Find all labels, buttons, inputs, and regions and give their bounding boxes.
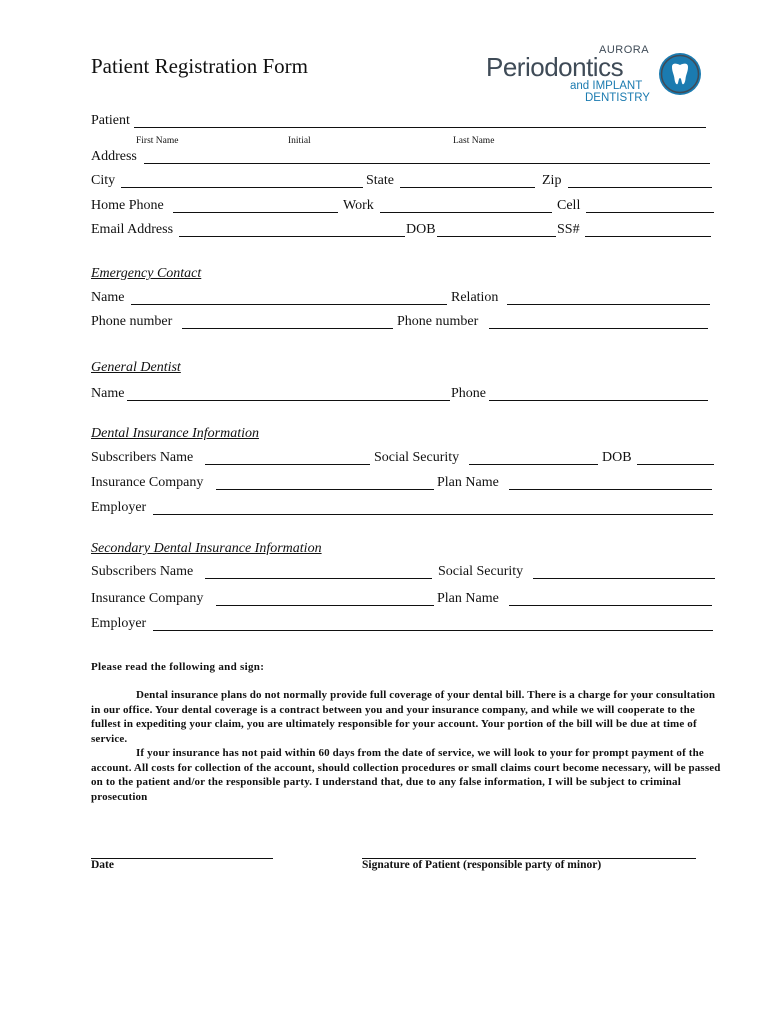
emergency-phone-label-2: Phone number (397, 314, 479, 329)
dental-insurance-heading: Dental Insurance Information (91, 426, 259, 441)
address-label: Address (91, 149, 137, 164)
secondary-employer-label: Employer (91, 616, 147, 631)
cell-phone-field[interactable] (586, 198, 714, 213)
patient-name-field[interactable] (134, 113, 706, 128)
home-phone-field[interactable] (173, 198, 338, 213)
logo-line-dentistry: DENTISTRY (585, 92, 650, 104)
plan-name-label: Plan Name (437, 475, 499, 490)
general-dentist-heading: General Dentist (91, 360, 181, 375)
emergency-name-field[interactable] (131, 290, 447, 305)
address-field[interactable] (144, 149, 710, 164)
state-label: State (366, 173, 394, 188)
secondary-company-label: Insurance Company (91, 591, 204, 606)
insurance-dob-label: DOB (602, 450, 632, 465)
first-name-caption: First Name (136, 136, 179, 146)
notice-paragraph-1: Dental insurance plans do not normally provide full coverage of your dental bill. There is a charge for your consultation in our office. Your dental coverage is a contract between you and your insurance company, and while we will cooperate to the fullest in expediting your claim, you are ultimately responsible for your account. Your portion of the bill will be due at time of service. (91, 689, 716, 745)
emergency-name-label: Name (91, 290, 125, 305)
city-field[interactable] (121, 173, 363, 188)
home-phone-label: Home Phone (91, 198, 164, 213)
plan-name-field[interactable] (509, 475, 712, 490)
page-title: Patient Registration Form (91, 54, 308, 78)
zip-label: Zip (542, 173, 562, 188)
logo-line-implant: and IMPLANT (570, 80, 643, 92)
date-field[interactable] (91, 844, 273, 859)
subscriber-label: Subscribers Name (91, 450, 194, 465)
relation-field[interactable] (507, 290, 710, 305)
secondary-social-security-label: Social Security (438, 564, 524, 579)
work-label: Work (343, 198, 374, 213)
tooth-icon (658, 52, 702, 96)
dentist-phone-label: Phone (451, 386, 486, 401)
signature-label: Signature of Patient (responsible party of minor) (362, 859, 602, 871)
secondary-employer-field[interactable] (153, 616, 713, 631)
insurance-company-label: Insurance Company (91, 475, 204, 490)
secondary-plan-field[interactable] (509, 591, 712, 606)
secondary-subscriber-label: Subscribers Name (91, 564, 194, 579)
dentist-phone-field[interactable] (489, 386, 708, 401)
insurance-company-field[interactable] (216, 475, 434, 490)
cell-label: Cell (557, 198, 581, 213)
dob-label: DOB (406, 222, 436, 237)
city-label: City (91, 173, 116, 188)
work-phone-field[interactable] (380, 198, 552, 213)
patient-label: Patient (91, 113, 130, 128)
email-label: Email Address (91, 222, 174, 237)
signature-field[interactable] (362, 844, 696, 859)
emergency-phone-label-1: Phone number (91, 314, 173, 329)
secondary-subscriber-field[interactable] (205, 564, 432, 579)
employer-field[interactable] (153, 500, 713, 515)
relation-label: Relation (451, 290, 499, 305)
social-security-label: Social Security (374, 450, 460, 465)
notice-paragraph-2: If your insurance has not paid within 60 days from the date of service, we will look to your for prompt payment of the account. All costs for collection of the account, should collection procedures or small claims court become necessary, will be passed on to the patient and/or the responsible party. I understand that, due to any false information, I will be subject to criminal prosecution (91, 747, 721, 803)
subscriber-field[interactable] (205, 450, 370, 465)
emergency-phone-field-2[interactable] (489, 314, 708, 329)
dentist-name-field[interactable] (127, 386, 450, 401)
date-label: Date (91, 859, 114, 871)
zip-field[interactable] (568, 173, 712, 188)
email-field[interactable] (179, 222, 405, 237)
insurance-dob-field[interactable] (637, 450, 714, 465)
secondary-insurance-heading: Secondary Dental Insurance Information (91, 541, 322, 556)
initial-caption: Initial (288, 136, 311, 146)
emergency-phone-field-1[interactable] (182, 314, 393, 329)
employer-label: Employer (91, 500, 147, 515)
dob-field[interactable] (437, 222, 556, 237)
notice-heading: Please read the following and sign: (91, 661, 265, 673)
state-field[interactable] (400, 173, 535, 188)
ss-field[interactable] (585, 222, 711, 237)
practice-logo (486, 44, 706, 106)
ss-label: SS# (557, 222, 580, 237)
emergency-contact-heading: Emergency Contact (91, 266, 202, 281)
secondary-plan-label: Plan Name (437, 591, 499, 606)
secondary-company-field[interactable] (216, 591, 434, 606)
logo-line-aurora: AURORA (599, 44, 650, 56)
dentist-name-label: Name (91, 386, 125, 401)
last-name-caption: Last Name (453, 136, 495, 146)
logo-line-periodontics: Periodontics (486, 52, 624, 82)
social-security-field[interactable] (469, 450, 598, 465)
secondary-social-security-field[interactable] (533, 564, 715, 579)
